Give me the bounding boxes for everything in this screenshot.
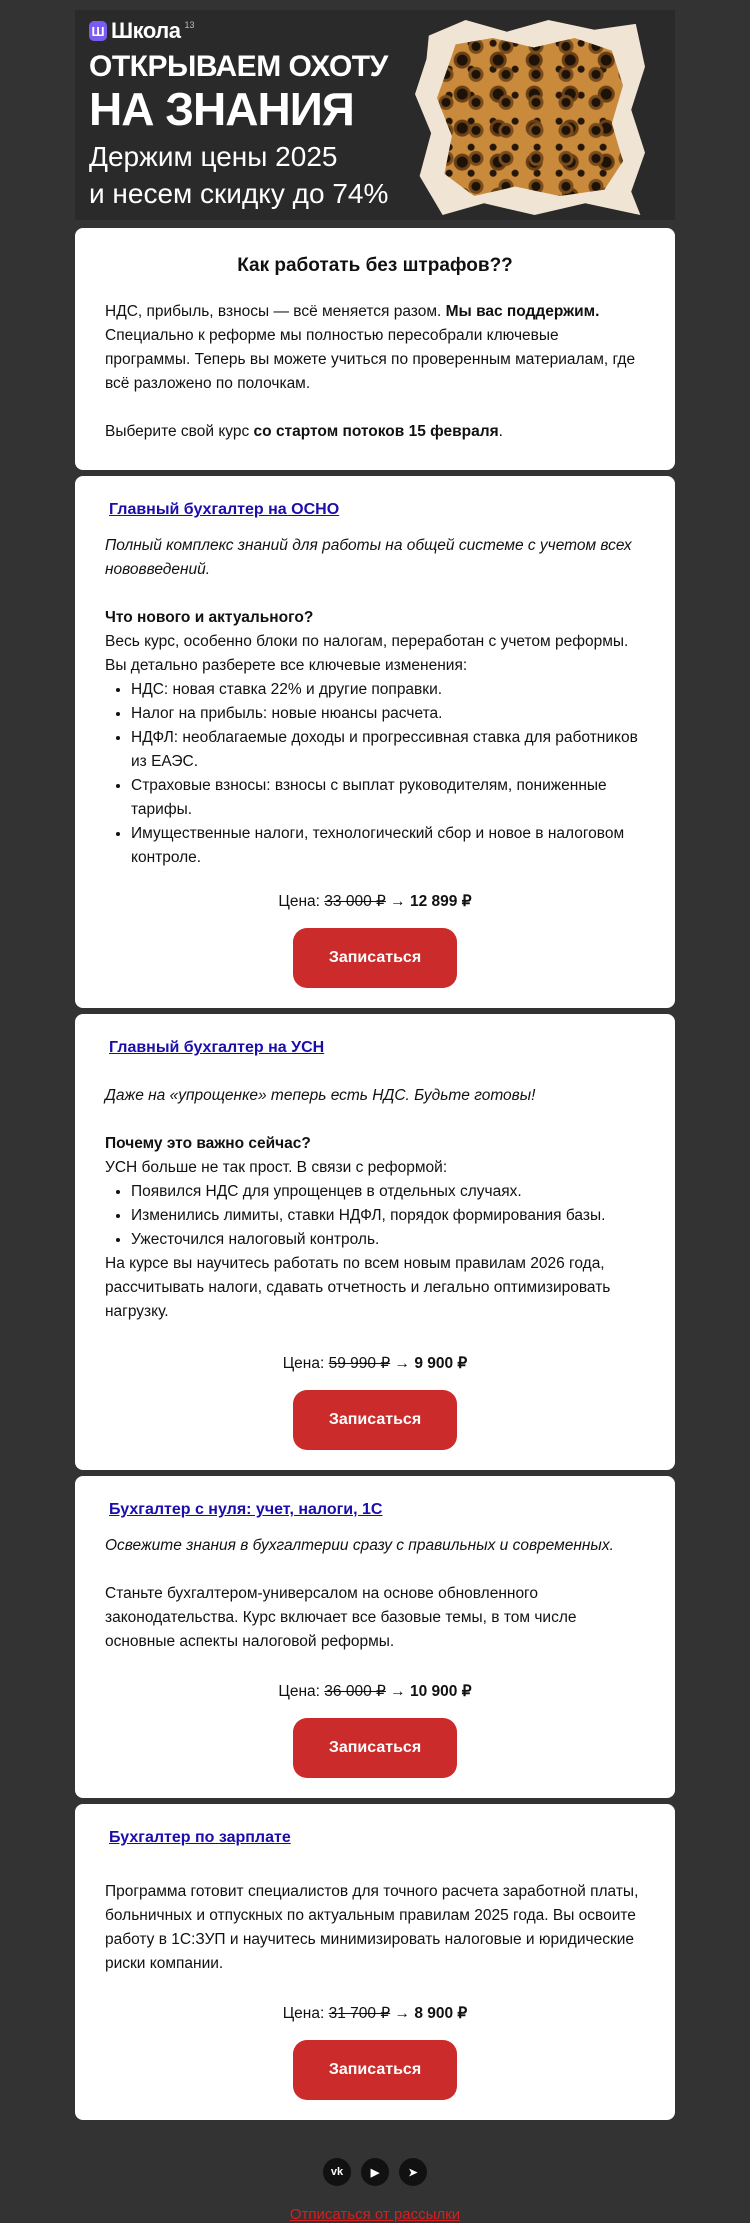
intro-text: НДС, прибыль, взносы — всё меняется разом. [105,303,446,320]
course-lead: Полный комплекс знаний для работы на общей системе с учетом всех нововведений. [105,537,632,578]
list-item: • Имущественные налоги, технологический сбор и новое в налоговом контроле. [131,822,645,870]
banner-headline-line2: НА ЗНАНИЯ [89,83,354,135]
school-logo [89,18,194,44]
course-bullet-list [105,1180,645,1252]
logo-badge-icon: Ш [89,21,107,41]
course-subheading: Что нового и актуального? [105,609,314,626]
course-price [105,1680,645,1704]
enroll-button[interactable]: Записаться [293,928,457,988]
enroll-button[interactable]: Записаться [293,1390,457,1450]
price-old: 31 700 ₽ [328,2005,391,2022]
intro-card [75,228,675,470]
price-label: Цена: [282,1355,329,1372]
course-body: Программа готовит специалистов для точного расчета заработной платы, больничных и отпускных по актуальным правилам 2025 года. Вы освоите работу в 1С:ЗУП и научитесь минимизировать налоговые и юридические риски компании. [105,1883,639,1972]
course-card-payroll [75,1804,675,2120]
telegram-icon[interactable]: ➤ [399,2158,427,2186]
price-arrow: → [390,1355,415,1372]
course-body: УСН больше не так прост. В связи с реформой: [105,1159,448,1176]
choose-text: Выберите свой курс [105,423,254,440]
youtube-icon[interactable]: ▶ [361,2158,389,2186]
vk-icon[interactable]: vk [323,2158,351,2186]
intro-text-rest: Специально к реформе мы полностью пересобрали ключевые программы. Теперь вы можете учиться по проверенным материалам, где всё разложено по полочкам. [105,327,636,392]
intro-choose-course [105,420,645,444]
email-container [75,10,675,2223]
price-old: 59 990 ₽ [328,1355,391,1372]
course-after-text: На курсе вы научитесь работать по всем новым правилам 2026 года, рассчитывать налоги, сдавать отчетность и легально оптимизировать нагрузку. [105,1255,611,1320]
list-item: • Появился НДС для упрощенцев в отдельных случаях. [131,1180,645,1204]
list-item: • НДФЛ: необлагаемые доходы и прогрессивная ставка для работников из ЕАЭС. [131,726,645,774]
price-arrow: → [385,1683,410,1700]
intro-title: Как работать без штрафов?? [237,255,513,276]
banner-subheadline-line2: и несем скидку до 74% [89,178,389,209]
price-new: 12 899 ₽ [410,893,472,910]
price-label: Цена: [278,1683,325,1700]
list-item: • Налог на прибыль: новые нюансы расчета. [131,702,645,726]
price-arrow: → [385,893,410,910]
banner-subheadline [89,138,388,212]
course-title-link[interactable]: Бухгалтер по зарплате [109,1829,291,1846]
choose-end: . [498,423,503,440]
course-lead: Даже на «упрощенке» теперь есть НДС. Будьте готовы! [105,1087,536,1104]
banner-subheadline-line1: Держим цены 2025 [89,141,338,172]
enroll-button[interactable]: Записаться [293,1718,457,1778]
list-item: • Ужесточился налоговый контроль. [131,1228,645,1252]
unsubscribe-link[interactable]: Отписаться от рассылки [289,2206,461,2223]
course-price [105,2002,645,2026]
torn-paper-leopard-image [415,20,645,215]
course-card-from-scratch [75,1476,675,1798]
social-links [75,2158,675,2186]
leopard-print-pattern [437,38,623,196]
course-lead: Освежите знания в бухгалтерии сразу с правильных и современных. [105,1537,614,1554]
course-body: Весь курс, особенно блоки по налогам, переработан с учетом реформы. Вы детально разберете все ключевые изменения: [105,633,629,674]
course-bullet-list [105,678,645,870]
course-card-osno [75,476,675,1008]
enroll-button[interactable]: Записаться [293,2040,457,2100]
list-item: • Страховые взносы: взносы с выплат руководителям, пониженные тарифы. [131,774,645,822]
course-subheading: Почему это важно сейчас? [105,1135,311,1152]
logo-superscript: 13 [184,20,195,30]
course-price [105,1352,645,1376]
choose-bold: со стартом потоков 15 февраля [253,423,499,440]
promo-banner[interactable] [75,10,675,220]
banner-headline-line1: ОТКРЫВАЕМ ОХОТУ [89,50,388,83]
price-new: 10 900 ₽ [410,1683,472,1700]
course-price [105,890,645,914]
intro-paragraph [105,300,645,396]
intro-bold: Мы вас поддержим. [445,303,600,320]
price-arrow: → [390,2005,415,2022]
price-label: Цена: [278,893,325,910]
course-title-link[interactable]: Главный бухгалтер на УСН [109,1039,325,1056]
course-title-link[interactable]: Бухгалтер с нуля: учет, налоги, 1С [109,1501,383,1518]
logo-text: Школа [111,18,181,43]
price-old: 33 000 ₽ [324,893,386,910]
price-new: 9 900 ₽ [414,1355,468,1372]
list-item: • НДС: новая ставка 22% и другие поправки. [131,678,645,702]
price-old: 36 000 ₽ [324,1683,386,1700]
price-label: Цена: [282,2005,329,2022]
course-card-usn [75,1014,675,1470]
course-body: Станьте бухгалтером-универсалом на основе обновленного законодательства. Курс включает все базовые темы, в том числе основные аспекты налоговой реформы. [105,1585,577,1650]
price-new: 8 900 ₽ [414,2005,468,2022]
course-title-link[interactable]: Главный бухгалтер на ОСНО [109,501,340,518]
list-item: • Изменились лимиты, ставки НДФЛ, порядок формирования базы. [131,1204,645,1228]
